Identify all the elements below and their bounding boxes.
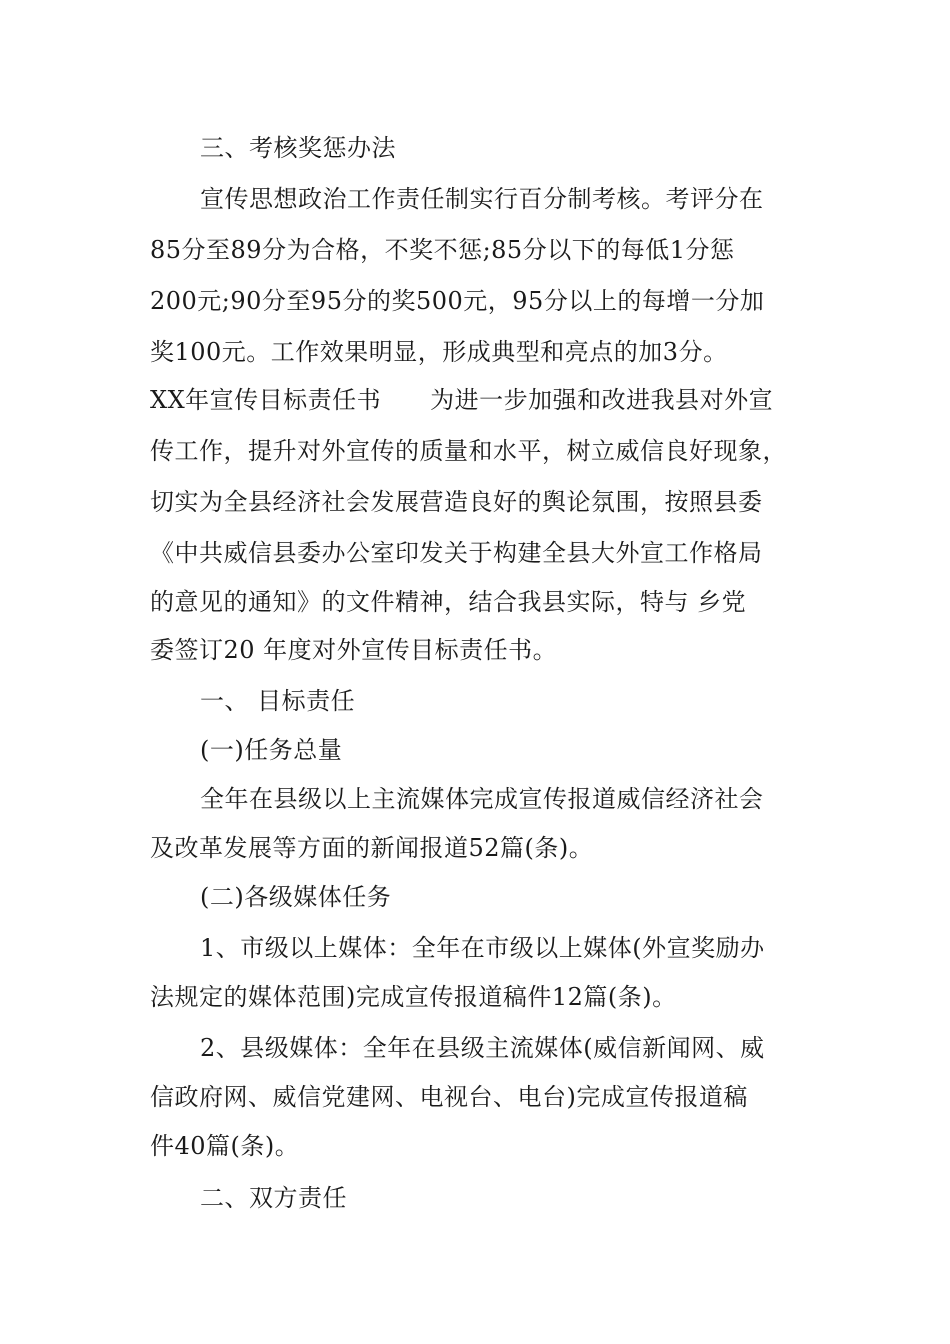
paragraph-line: 传工作，提升对外宣传的质量和水平，树立威信良好现象， [150, 437, 787, 465]
paragraph-line: 1、市级以上媒体：全年在市级以上媒体(外宣奖励办 [200, 934, 765, 962]
section-heading-goals: 一、 目标责任 [200, 687, 356, 715]
paragraph-line: XX年宣传目标责任书 为进一步加强和改进我县对外宣 [150, 386, 774, 414]
paragraph-line: 85分至89分为合格，不奖不惩;85分以下的每低1分惩 [150, 236, 735, 264]
section-heading-responsibilities: 二、双方责任 [200, 1184, 347, 1212]
paragraph-line: 的意见的通知》的文件精神，结合我县实际，特与 乡党 [150, 588, 747, 616]
paragraph-line: 200元;90分至95分的奖500元，95分以上的每增一分加 [150, 287, 765, 315]
paragraph-line: 2、县级媒体：全年在县级主流媒体(威信新闻网、威 [200, 1034, 765, 1062]
paragraph-line: 件40篇(条)。 [150, 1132, 300, 1160]
paragraph-line: 切实为全县经济社会发展营造良好的舆论氛围，按照县委 [150, 488, 763, 516]
paragraph-line: 宣传思想政治工作责任制实行百分制考核。考评分在 [200, 185, 764, 213]
paragraph-line: 全年在县级以上主流媒体完成宣传报道威信经济社会 [200, 785, 764, 813]
paragraph-line: 《中共威信县委办公室印发关于构建全县大外宣工作格局 [150, 539, 763, 567]
paragraph-line: 法规定的媒体范围)完成宣传报道稿件12篇(条)。 [150, 983, 677, 1011]
paragraph-line: 及改革发展等方面的新闻报道52篇(条)。 [150, 834, 594, 862]
paragraph-line: 委签订20 年度对外宣传目标责任书。 [150, 636, 558, 664]
paragraph-line: 信政府网、威信党建网、电视台、电台)完成宣传报道稿 [150, 1083, 748, 1111]
subsection-heading-total: (一)任务总量 [200, 736, 343, 764]
subsection-heading-media: (二)各级媒体任务 [200, 883, 392, 911]
section-heading-assessment: 三、考核奖惩办法 [200, 134, 396, 162]
paragraph-line: 奖100元。工作效果明显，形成典型和亮点的加3分。 [150, 338, 728, 366]
